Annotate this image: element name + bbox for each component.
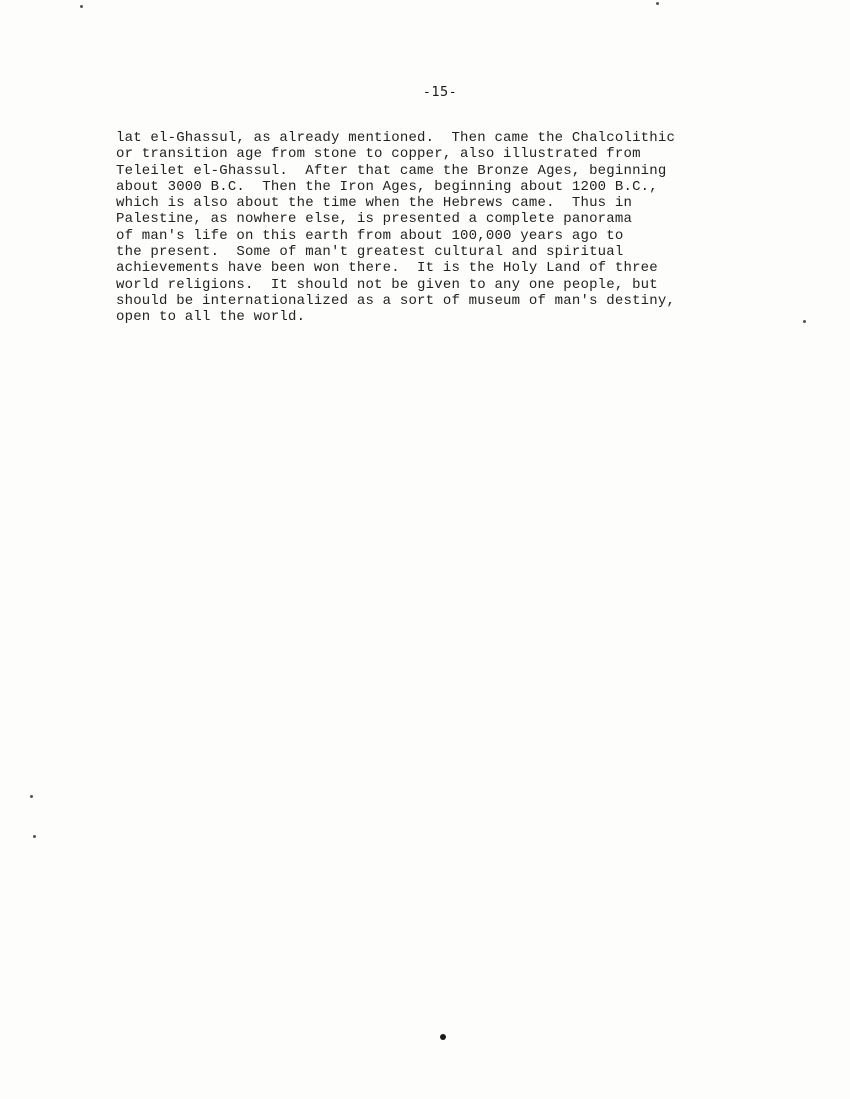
- text-line: which is also about the time when the Hebrews came. Thus in: [116, 195, 633, 212]
- body-paragraph: [116, 130, 816, 326]
- text-line: of man's life on this earth from about 100,000 years ago to: [116, 227, 624, 244]
- text-line: should be internationalized as a sort of museum of man's destiny,: [116, 292, 676, 309]
- text-line: or transition age from stone to copper, also illustrated from: [116, 146, 641, 163]
- text-line: open to all the world.: [116, 309, 306, 326]
- text-line: world religions. It should not be given to any one people, but: [116, 276, 658, 293]
- scan-speck: [30, 795, 33, 798]
- text-line: Palestine, as nowhere else, is presented a complete panorama: [116, 211, 633, 228]
- text-line: Teleilet el-Ghassul. After that came the Bronze Ages, beginning: [116, 162, 667, 179]
- scan-speck: [803, 320, 806, 323]
- text-line: the present. Some of man't greatest cultural and spiritual: [116, 244, 624, 261]
- scan-speck: [80, 5, 83, 8]
- text-line: achievements have been won there. It is the Holy Land of three: [116, 260, 658, 277]
- scan-speck: [33, 835, 36, 838]
- text-line: lat el-Ghassul, as already mentioned. Then came the Chalcolithic: [116, 130, 676, 146]
- text-line: about 3000 B.C. Then the Iron Ages, beginning about 1200 B.C.,: [116, 178, 658, 195]
- scan-speck: [656, 2, 659, 5]
- page-number: -15-: [422, 84, 458, 100]
- bottom-mark: [440, 1034, 446, 1040]
